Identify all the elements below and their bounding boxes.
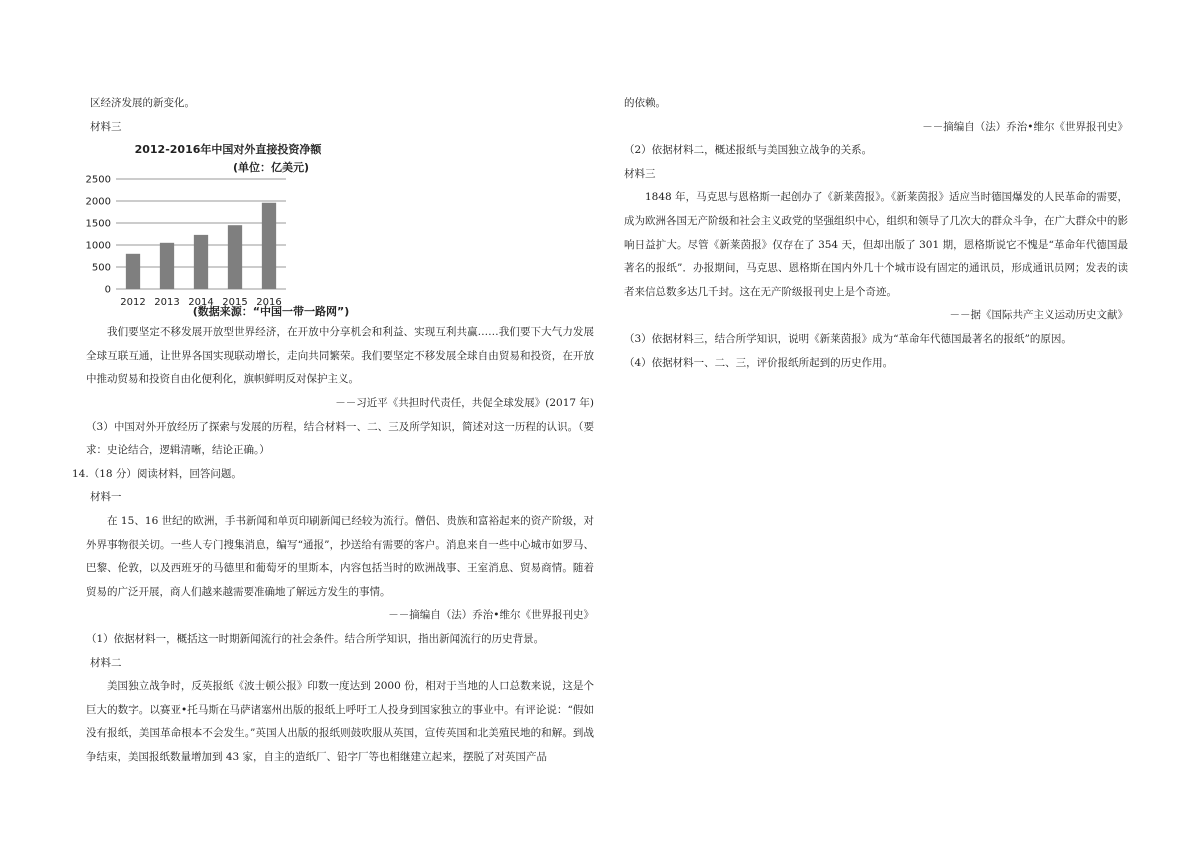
- bar-2014: [194, 235, 208, 289]
- left-column: [72, 92, 594, 769]
- x-tick-label: 2016: [256, 297, 282, 309]
- material-2-text: 美国独立战争时，反英报纸《波士顿公报》印数一度达到 2000 份，相对于当地的人口总数来说，这是个巨大的数字。以赛亚•托马斯在马萨诸塞州出版的报纸上呼吁工人投身到国家独立的事业中。有评论说：“假如没有报纸，美国革命根本不会发生。”英国人出版的报纸则鼓吹服从英国，宣传英国和北美殖民地的和解。到战争结束，美国报纸数量增加到 43 家，自主的造纸厂、铅字厂等也相继建立起来，摆脱了对英国产品: [86, 680, 594, 763]
- bar-2015: [228, 225, 242, 289]
- question-4: （4）依据材料一、二、三，评价报纸所起到的历史作用。: [624, 356, 894, 369]
- x-tick-label: 2013: [154, 297, 180, 309]
- chart-unit: (单位：亿美元): [232, 161, 310, 175]
- question-1: （1）依据材料一，概括这一时期新闻流行的社会条件。结合所学知识，指出新闻流行的历史背景。: [86, 632, 545, 645]
- y-tick-label: 500: [91, 262, 111, 274]
- x-tick-label: 2014: [188, 297, 214, 309]
- quote-source: －－习近平《共担时代责任，共促全球发展》(2017 年): [335, 396, 594, 409]
- question-3: （3）中国对外开放经历了探索与发展的历程，结合材料一、二、三及所学知识，简述对这一历程的认识。（要求：史论结合，逻辑清晰，结论正确。）: [86, 420, 594, 457]
- continued-text: 区经济发展的新变化。: [90, 97, 195, 109]
- y-tick-label: 1000: [86, 240, 111, 252]
- material-2-label: 材料二: [90, 656, 122, 669]
- y-tick-label: 2000: [86, 196, 111, 208]
- material-1-text: 在 15、16 世纪的欧洲，手书新闻和单页印刷新闻已经较为流行。僧侣、贵族和富裕起来的资产阶级，对外界事物很关切。一些人专门搜集消息，编写“通报”，抄送给有需要的客户。消息来自一些中心城市如罗马、巴黎、伦敦，以及西班牙的马德里和葡萄牙的里斯本，内容包括当时的欧洲战事、王室消息、贸易商情。随着贸易的广泛开展，商人们越来越需要准确地了解远方发生的事情。: [86, 514, 594, 598]
- bar-2013: [160, 243, 174, 289]
- question-14-heading: 14.（18 分）阅读材料，回答问题。: [72, 467, 242, 480]
- question-2: （2）依据材料二，概述报纸与美国独立战争的关系。: [624, 144, 873, 157]
- y-tick-label: 2500: [86, 174, 111, 186]
- material-3-text: 1848 年，马克思与恩格斯一起创办了《新莱茵报》。《新莱茵报》适应当时德国爆发的人民革命的需要，成为欧洲各国无产阶级和社会主义政党的坚强组织中心，组织和领导了几次大的群众斗争，在广大群众中的影响日益扩大。尽管《新莱茵报》仅存在了 354 天，但却出版了 301 期，恩格斯说它不愧是“革命年代德国最著名的报纸”．办报期间，马克思、恩格斯在国内外几十个城市设有固定的通讯员，形成通讯员网；发表的读者来信总数多达几千封。这在无产阶级报刊史上是个奇迹。: [624, 191, 1128, 298]
- material-3-label: 材料三: [90, 120, 122, 133]
- chart-canvas: [86, 141, 386, 319]
- right-column: [624, 92, 1128, 375]
- material-1-source: －－摘编自（法）乔治•维尔《世界报刊史》: [388, 609, 594, 622]
- material-3-source: －－据《国际共产主义运动历史文献》: [949, 309, 1128, 322]
- x-tick-label: 2015: [222, 297, 248, 309]
- quote-text: 我们要坚定不移发展开放型世界经济，在开放中分享机会和利益、实现互利共赢……我们要下大气力发展全球互联互通，让世界各国实现联动增长，走向共同繁荣。我们要坚定不移发展全球自由贸易和投资，在开放中推动贸易和投资自由化便利化，旗帜鲜明反对保护主义。: [86, 326, 594, 386]
- chart-source: (数据来源：“中国一带一路网”): [192, 305, 350, 319]
- bar-2016: [262, 203, 276, 289]
- x-tick-label: 2012: [120, 297, 146, 309]
- y-tick-label: 1500: [86, 218, 111, 230]
- material-2-source: －－摘编自（法）乔治•维尔《世界报刊史》: [922, 120, 1128, 133]
- bar-2012: [126, 254, 140, 289]
- question-3-right: （3）依据材料三，结合所学知识，说明《新莱茵报》成为“革命年代德国最著名的报纸”的原因。: [624, 332, 1072, 345]
- y-tick-label: 0: [104, 284, 111, 296]
- material-1-label: 材料一: [90, 491, 122, 504]
- material-3-label-right: 材料三: [624, 167, 656, 180]
- chart-title: 2012-2016年中国对外直接投资净额: [134, 143, 322, 157]
- material-2-continued: 的依赖。: [624, 97, 666, 109]
- investment-chart: [86, 141, 386, 319]
